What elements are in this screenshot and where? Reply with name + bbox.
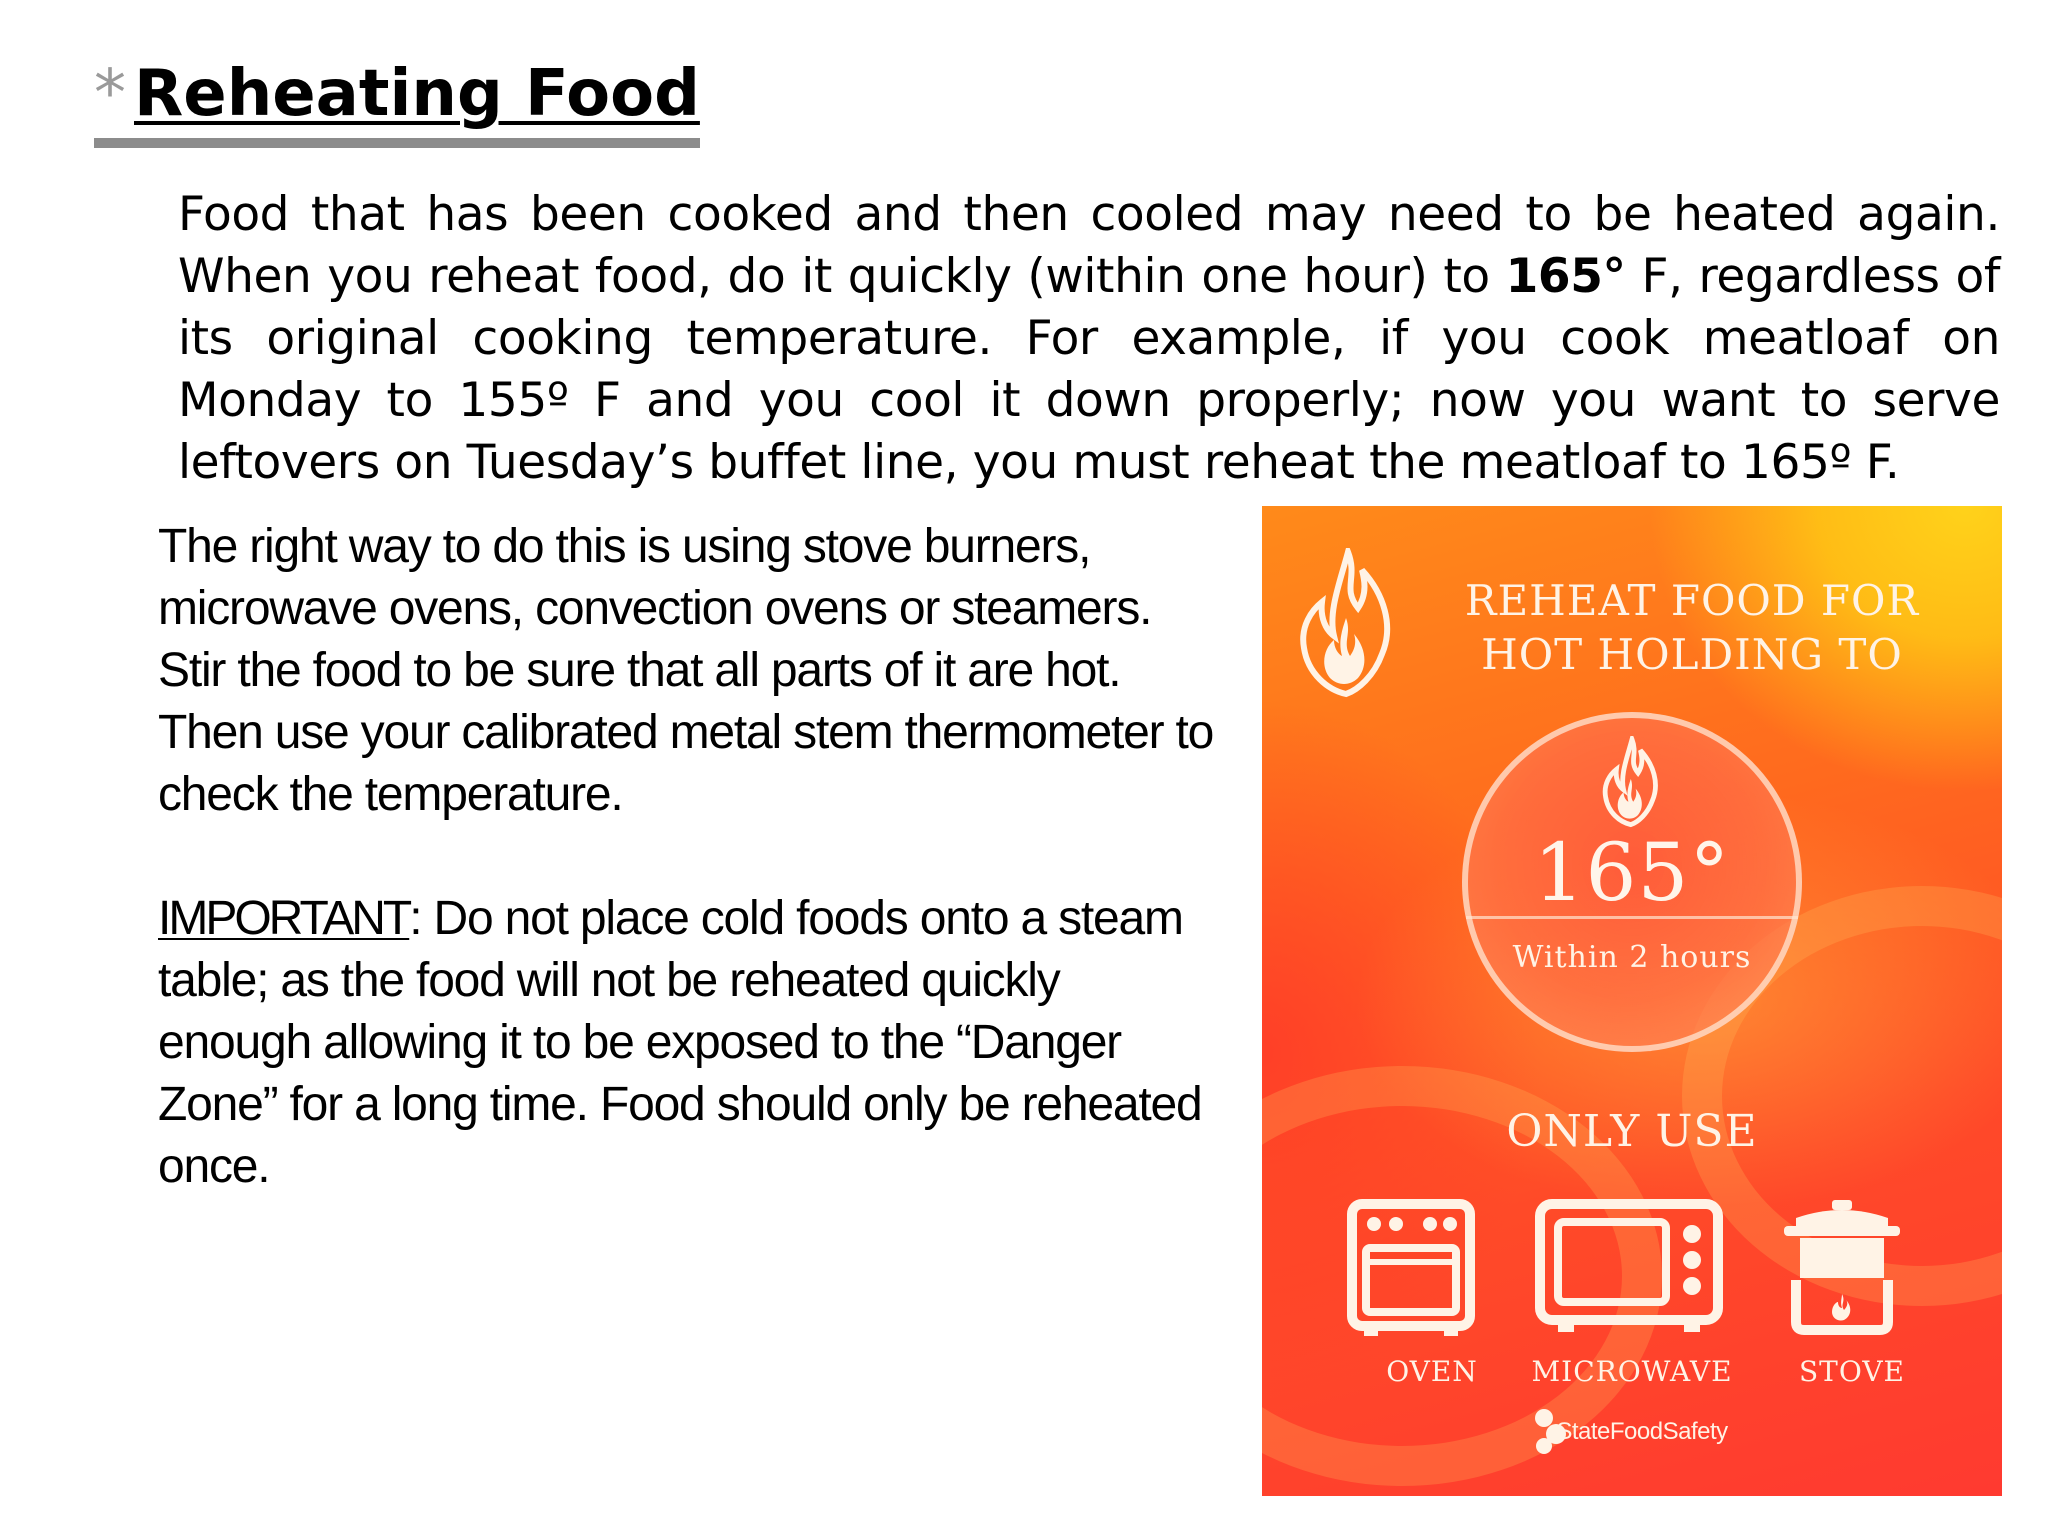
paragraph-gap <box>158 826 1218 888</box>
intro-text-end: F, regardless of its original cooking temperature. For example, if you cook meatloaf on Monday to 155º F and you cool it down properly; now you want to serve leftovers on Tuesday’s buffet line, you must reheat the meatloaf to 165º F. <box>178 249 2000 490</box>
title-bullet: * <box>94 57 126 131</box>
brand-name: StateFoodSafety <box>1556 1418 1728 1445</box>
oven-icon <box>1346 1198 1476 1338</box>
left-column <box>158 516 1218 1198</box>
poster-temperature: 165° <box>1533 826 1731 919</box>
poster-heading-line1: REHEAT FOOD FOR <box>1464 576 1920 625</box>
reheat-poster <box>1262 506 2002 1496</box>
poster-within: Within 2 hours <box>1512 940 1752 975</box>
important-label: IMPORTANT <box>158 892 410 945</box>
intro-paragraph <box>178 184 2000 494</box>
important-text: : Do not place cold foods onto a steam table; as the food will not be reheated quickly enough allowing it to be exposed to the “Danger Zone” for a long time. Food should only be reheated once. <box>158 892 1202 1193</box>
stove-pot-icon <box>1782 1198 1902 1338</box>
title-text: Reheating Food <box>134 57 700 131</box>
method-paragraph: The right way to do this is using stove burners, microwave ovens, convection ovens or steamers. Stir the food to be sure that all parts of it are hot. Then use your calibrated metal stem thermometer to check the temperature. <box>158 520 1214 821</box>
slide-title <box>94 54 700 148</box>
label-stove: STOVE <box>1799 1355 1905 1388</box>
label-microwave: MICROWAVE <box>1531 1355 1733 1388</box>
intro-text-start: Food that has been cooked and then cooled may need to be heated again. When you reheat food, do it quickly (within one hour) to <box>178 187 2000 304</box>
important-paragraph <box>158 888 1218 1198</box>
label-oven: OVEN <box>1386 1355 1478 1388</box>
intro-bold-temperature: 165° <box>1505 249 1626 304</box>
flame-icon <box>1298 548 1398 698</box>
flame-icon <box>1602 736 1662 828</box>
poster-heading-line2: HOT HOLDING TO <box>1481 630 1903 679</box>
poster-only-use: ONLY USE <box>1506 1106 1758 1157</box>
microwave-icon <box>1534 1198 1724 1338</box>
